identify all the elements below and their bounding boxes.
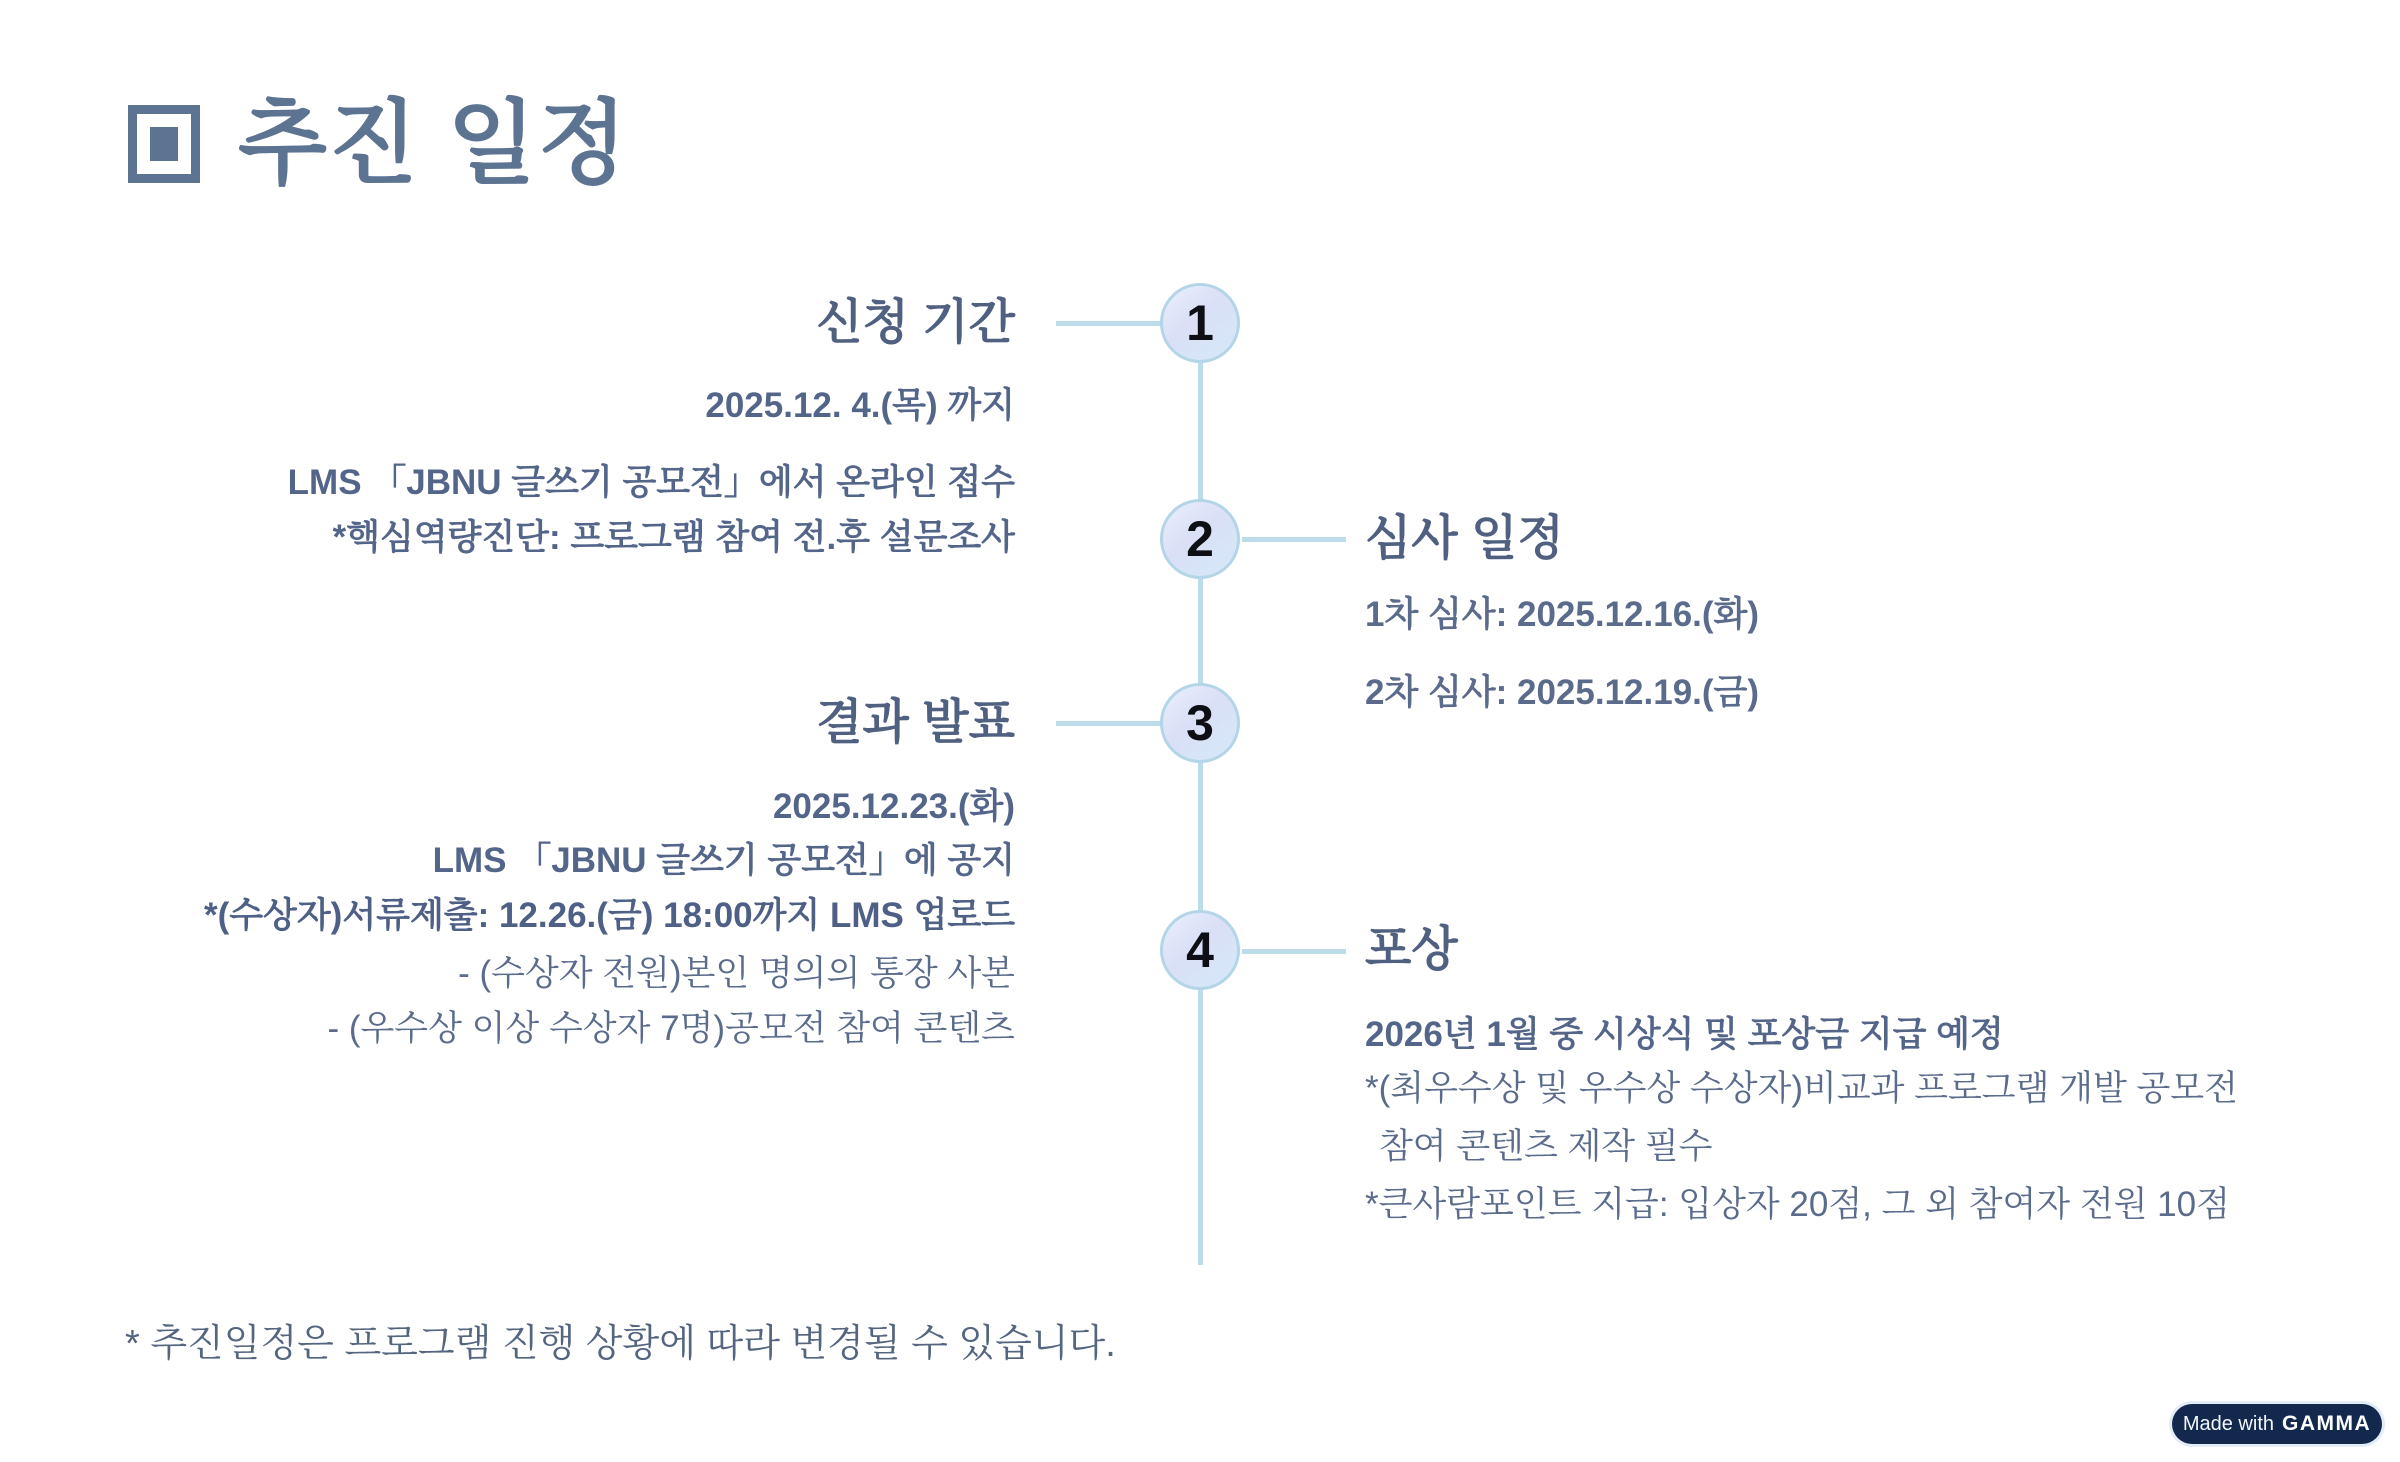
gamma-logo: GAMMA (2282, 1412, 2372, 1435)
step-4-circle (1160, 910, 1240, 990)
footer-note: * 추진일정은 프로그램 진행 상황에 따라 변경될 수 있습니다. (125, 1323, 1116, 1365)
step-3-circle (1160, 683, 1240, 763)
connector-step-1 (1056, 321, 1162, 326)
connector-step-3 (1056, 721, 1162, 726)
section-2-line: 2차 심사: 2025.12.19.(금) (1365, 673, 1760, 712)
page-title: 추진 일정 (238, 93, 630, 195)
step-1-circle (1160, 283, 1240, 363)
step-1-number: 1 (1186, 295, 1214, 351)
section-4-line: *(최우수상 및 우수상 수상자)비교과 프로그램 개발 공모전 (1365, 1069, 2238, 1108)
section-3-line: LMS 「JBNU 글쓰기 공모전」에 공지 (432, 841, 1015, 880)
section-4-line: *큰사람포인트 지급: 입상자 20점, 그 외 참여자 전원 10점 (1365, 1185, 2230, 1224)
section-4-line: 2026년 1월 중 시상식 및 포상금 지급 예정 (1365, 1015, 2004, 1054)
section-2-line: 1차 심사: 2025.12.16.(화) (1365, 595, 1760, 634)
section-1-heading: 신청 기간 (816, 296, 1015, 349)
step-3-number: 3 (1186, 695, 1214, 751)
connector-step-4 (1242, 949, 1346, 954)
section-2-heading: 심사 일정 (1365, 512, 1564, 565)
section-3-line: 2025.12.23.(화) (772, 787, 1015, 826)
section-3-heading: 결과 발표 (816, 696, 1015, 749)
step-4-number: 4 (1186, 922, 1214, 978)
section-4-heading: 포상 (1365, 923, 1458, 976)
section-3-line: - (수상자 전원)본인 명의의 통장 사본 (458, 954, 1015, 993)
made-with-gamma-badge[interactable] (2172, 1404, 2382, 1444)
step-2-number: 2 (1186, 511, 1214, 567)
section-3-line: - (우수상 이상 수상자 7명)공모전 참여 콘텐츠 (327, 1009, 1015, 1048)
square-bullet-inner (150, 127, 178, 161)
page-title-row (128, 93, 630, 195)
made-with-label: Made with (2182, 1412, 2274, 1435)
section-3-line: *(수상자)서류제출: 12.26.(금) 18:00까지 LMS 업로드 (203, 896, 1015, 935)
section-1-line: *핵심역량진단: 프로그램 참여 전.후 설문조사 (332, 518, 1015, 557)
step-2-circle (1160, 499, 1240, 579)
section-4-line: 참여 콘텐츠 제작 필수 (1379, 1127, 1713, 1166)
square-bullet-icon (128, 105, 200, 183)
section-1-line: 2025.12. 4.(목) 까지 (705, 386, 1015, 425)
connector-step-2 (1242, 537, 1346, 542)
timeline-line (1198, 323, 1203, 1265)
section-1-line: LMS 「JBNU 글쓰기 공모전」에서 온라인 접수 (287, 463, 1015, 502)
